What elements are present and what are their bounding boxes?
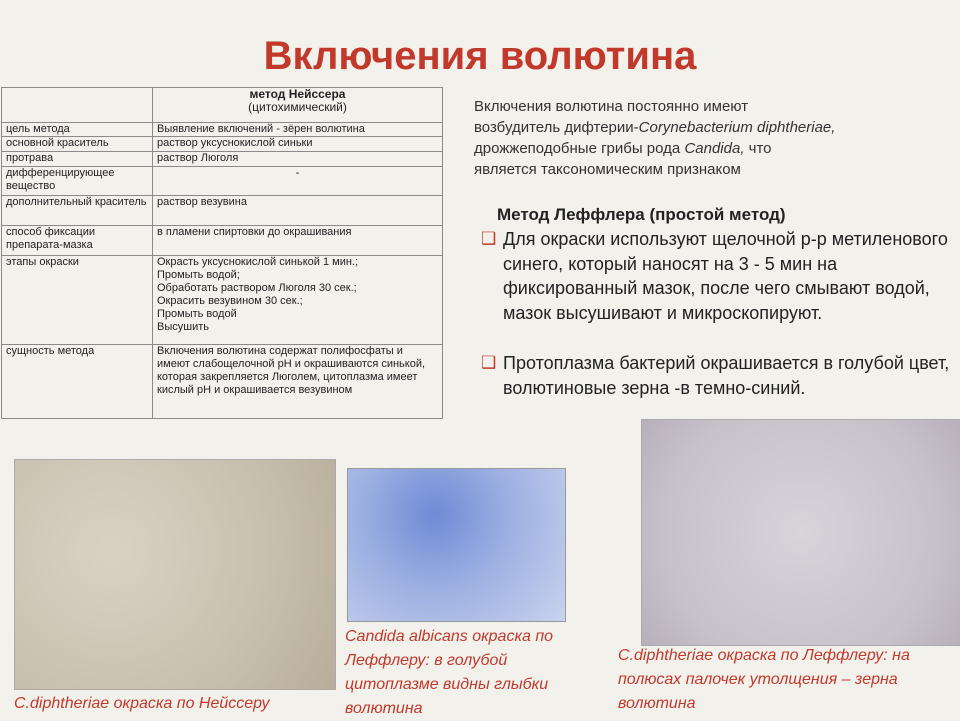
- row-value: раствор везувина: [153, 196, 443, 226]
- intro-line: Включения волютина постоянно имеют: [474, 98, 749, 115]
- row-value: раствор уксуснокислой синьки: [153, 137, 443, 152]
- intro-text: что: [744, 140, 772, 157]
- row-value: [153, 256, 443, 345]
- stage-line: Окрасить везувином 30 сек.;: [157, 295, 303, 307]
- table-row: [2, 196, 443, 226]
- intro-line: [474, 138, 944, 159]
- species-name: Corynebacterium diphtheriae,: [638, 119, 836, 136]
- row-value: в пламени спиртовки до окрашивания: [153, 226, 443, 256]
- stage-line: Промыть водой: [157, 308, 237, 320]
- row-value: Включения волютина содержат полифосфаты и имеют слабощелочной рН и окрашиваются синькой, которая закрепляется Люголем, цитоплазма имеет кислый рН и окрашивается везувином: [153, 345, 443, 419]
- table-row: [2, 123, 443, 137]
- caption-species: Candida albicans: [345, 628, 468, 645]
- row-key: сущность метода: [2, 345, 153, 419]
- caption-neisser: C.diphtheriae окраска по Нейссеру: [14, 695, 270, 712]
- checkbox-bullet-icon: ❑: [481, 229, 497, 248]
- stage-line: Высушить: [157, 321, 209, 333]
- table-header-row: [2, 88, 443, 123]
- slide-title: Включения волютина: [263, 34, 697, 78]
- intro-line: является таксономическим признаком: [474, 161, 741, 178]
- table-row: [2, 167, 443, 196]
- row-value: -: [153, 167, 443, 196]
- row-key: протрава: [2, 152, 153, 167]
- bullet-text: Протоплазма бактерий окрашивается в голубой цвет, волютиновые зерна -в темно-синий.: [503, 353, 950, 398]
- caption-text: окраска по Леффлеру: в голубой цитоплазме видны глыбки волютина: [345, 628, 554, 717]
- row-key: этапы окраски: [2, 256, 153, 345]
- table-row: [2, 226, 443, 256]
- table-row: [2, 345, 443, 419]
- row-key: дополнительный краситель: [2, 196, 153, 226]
- stage-line: Окрасть уксуснокислой синькой 1 мин.;: [157, 256, 359, 268]
- stage-line: Промыть водой;: [157, 269, 240, 281]
- intro-text: возбудитель дифтерии-: [474, 119, 639, 136]
- caption-loeffler: C.diphtheriae окраска по Леффлеру: на полюсах палочек утолщения – зерна волютина: [618, 647, 910, 712]
- micrograph-candida: [347, 468, 566, 622]
- intro-text: дрожжеподобные грибы рода: [474, 140, 685, 157]
- row-key: способ фиксации препарата-мазка: [2, 226, 153, 256]
- micrograph-loeffler: [641, 419, 960, 646]
- table-row: [2, 256, 443, 345]
- caption-candida: [345, 625, 575, 721]
- intro-paragraph: [474, 96, 944, 180]
- loeffler-heading: Метод Леффлера (простой метод): [497, 205, 786, 224]
- row-value: Выявление включений - зёрен волютина: [153, 123, 443, 137]
- stage-line: Обработать раствором Люголя 30 сек.;: [157, 282, 357, 294]
- row-key: дифференцирующее вещество: [2, 167, 153, 196]
- row-key: цель метода: [2, 123, 153, 137]
- row-key: основной краситель: [2, 137, 153, 152]
- table-header-method: метод Нейссера: [249, 87, 346, 101]
- micrograph-neisser: [14, 459, 336, 690]
- table-row: [2, 152, 443, 167]
- genus-name: Candida,: [684, 140, 745, 157]
- row-value: раствор Люголя: [153, 152, 443, 167]
- neisser-table: [1, 87, 443, 419]
- bullet-text: Для окраски используют щелочной р-р метиленового синего, который наносят на 3 - 5 мин на фиксированный мазок, после чего смывают водой, мазок высушивают и микроскопируют.: [503, 229, 948, 323]
- table-header-empty: [2, 88, 153, 123]
- checkbox-bullet-icon: ❑: [481, 353, 497, 372]
- table-header-cell: [153, 88, 443, 123]
- table-row: [2, 137, 443, 152]
- table-header-subtitle: (цитохимический): [248, 100, 347, 114]
- intro-line: [474, 117, 944, 138]
